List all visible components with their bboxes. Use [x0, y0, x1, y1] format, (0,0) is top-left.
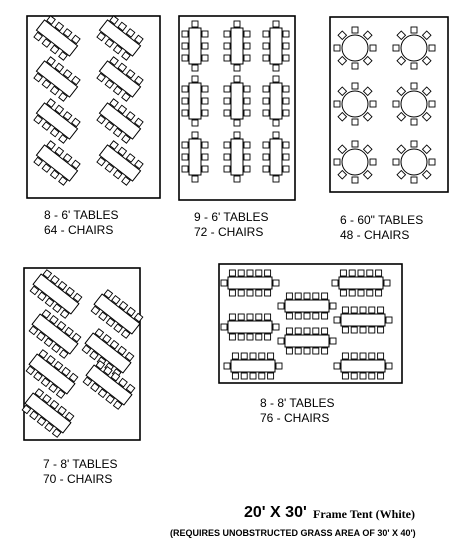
chair [182, 98, 188, 104]
chair [234, 76, 240, 82]
chairs-label: 70 - CHAIRS [43, 472, 113, 486]
chair [192, 132, 198, 138]
chair [265, 314, 271, 320]
chair [202, 31, 208, 37]
chair [268, 353, 274, 359]
chair [358, 270, 364, 276]
chair [244, 110, 250, 116]
chair [340, 270, 346, 276]
chair [263, 166, 269, 172]
chair [238, 270, 244, 276]
chair [322, 293, 328, 299]
chair [244, 166, 250, 172]
chair [182, 154, 188, 160]
chair [263, 110, 269, 116]
chair [342, 307, 348, 313]
chair [352, 119, 358, 125]
chair [295, 348, 301, 354]
chair [286, 293, 292, 299]
chair [378, 307, 384, 313]
chair [263, 98, 269, 104]
chair [202, 43, 208, 49]
chair [224, 154, 230, 160]
chair [202, 154, 208, 160]
chair [263, 154, 269, 160]
chair [273, 76, 279, 82]
tables-label: 6 - 60" TABLES [340, 213, 424, 227]
chair [265, 334, 271, 340]
chair [340, 290, 346, 296]
chair [182, 166, 188, 172]
chair [202, 55, 208, 61]
chair [393, 45, 399, 51]
chair [304, 348, 310, 354]
table [228, 277, 272, 289]
table [231, 28, 243, 64]
round-table-with-chairs [334, 27, 376, 69]
chair [224, 110, 230, 116]
table [285, 300, 329, 312]
chair [360, 307, 366, 313]
chair [283, 142, 289, 148]
chair [221, 324, 227, 330]
chair [429, 159, 435, 165]
table [342, 91, 368, 117]
chair [313, 293, 319, 299]
round-table-with-chairs [393, 141, 435, 183]
chair [351, 353, 357, 359]
chair [358, 290, 364, 296]
chair [278, 338, 284, 344]
chair [238, 314, 244, 320]
chair [202, 142, 208, 148]
chair [322, 313, 328, 319]
chair [378, 373, 384, 379]
tables-label: 8 - 8' TABLES [260, 396, 335, 410]
chair [295, 328, 301, 334]
chair [342, 327, 348, 333]
chair [273, 132, 279, 138]
chair [263, 86, 269, 92]
chair [238, 334, 244, 340]
chair [334, 45, 340, 51]
table-with-chairs [278, 328, 336, 354]
chair [244, 154, 250, 160]
chair [244, 142, 250, 148]
chair [351, 307, 357, 313]
chair [224, 363, 230, 369]
chair [393, 101, 399, 107]
table [189, 139, 201, 175]
chair [221, 280, 227, 286]
chair [332, 280, 338, 286]
chair [263, 31, 269, 37]
chair [247, 334, 253, 340]
chairs-label: 64 - CHAIRS [44, 223, 114, 237]
chair [247, 314, 253, 320]
table-with-chairs [334, 353, 392, 379]
chair [369, 327, 375, 333]
chair [263, 43, 269, 49]
chair [224, 142, 230, 148]
round-table-with-chairs [393, 83, 435, 125]
chair [334, 159, 340, 165]
table-with-chairs [334, 307, 392, 333]
chair [238, 290, 244, 296]
chair [411, 177, 417, 183]
chair [334, 101, 340, 107]
chair [411, 141, 417, 147]
chair [286, 348, 292, 354]
chair [351, 373, 357, 379]
chair [192, 65, 198, 71]
chair [283, 43, 289, 49]
table [342, 149, 368, 175]
caption-layout-2 [194, 210, 269, 240]
table [342, 35, 368, 61]
chair [330, 303, 336, 309]
chair [278, 303, 284, 309]
table [401, 91, 427, 117]
chair [256, 290, 262, 296]
chair [429, 101, 435, 107]
grass-area-note: (REQUIRES UNOBSTRUCTED GRASS AREA OF 30' X 40') [170, 528, 416, 538]
chair [304, 328, 310, 334]
chair [234, 176, 240, 182]
chair [234, 132, 240, 138]
chair [286, 313, 292, 319]
chair [232, 353, 238, 359]
chair [283, 98, 289, 104]
tent-type-title: Frame Tent (White) [313, 507, 415, 521]
chair [192, 120, 198, 126]
chair [360, 327, 366, 333]
chair [360, 353, 366, 359]
table [339, 277, 383, 289]
chair [259, 373, 265, 379]
chair [386, 363, 392, 369]
chair [352, 141, 358, 147]
chair [256, 314, 262, 320]
chair [351, 327, 357, 333]
chair [367, 270, 373, 276]
caption-layout-5 [260, 396, 335, 426]
chair [202, 110, 208, 116]
tent-size-title: 20' X 30' [244, 504, 307, 521]
chair [234, 120, 240, 126]
chair [263, 142, 269, 148]
table-with-chairs [221, 270, 279, 296]
table [401, 35, 427, 61]
chair [273, 120, 279, 126]
chair [342, 373, 348, 379]
chair [369, 353, 375, 359]
chair [322, 328, 328, 334]
chair [411, 83, 417, 89]
chair [369, 373, 375, 379]
chair [370, 101, 376, 107]
chair [182, 31, 188, 37]
chair [265, 270, 271, 276]
chair [386, 317, 392, 323]
chair [259, 353, 265, 359]
chair [313, 328, 319, 334]
chair [273, 176, 279, 182]
chair [234, 65, 240, 71]
chair [268, 373, 274, 379]
chair [256, 334, 262, 340]
table [231, 83, 243, 119]
chair [352, 63, 358, 69]
chair [265, 290, 271, 296]
chair [182, 86, 188, 92]
table-with-chairs [221, 314, 279, 340]
chair [247, 290, 253, 296]
chair [273, 65, 279, 71]
chair [224, 86, 230, 92]
chair [244, 98, 250, 104]
chair [182, 142, 188, 148]
chair [370, 159, 376, 165]
chair [349, 290, 355, 296]
chair [411, 27, 417, 33]
chair [393, 159, 399, 165]
chair [360, 373, 366, 379]
chair [192, 76, 198, 82]
chair [250, 373, 256, 379]
chair [224, 31, 230, 37]
chair [224, 55, 230, 61]
chair [192, 21, 198, 27]
table [189, 83, 201, 119]
chair [378, 353, 384, 359]
chair [244, 86, 250, 92]
chairs-label: 48 - CHAIRS [340, 228, 410, 242]
chair [229, 270, 235, 276]
table [270, 83, 282, 119]
tables-label: 7 - 8' TABLES [43, 457, 118, 471]
chair [334, 317, 340, 323]
chair [429, 45, 435, 51]
chair [376, 270, 382, 276]
chair [247, 270, 253, 276]
chair [295, 313, 301, 319]
chair [224, 98, 230, 104]
chair [241, 373, 247, 379]
chair [224, 166, 230, 172]
chair [283, 86, 289, 92]
chair [304, 313, 310, 319]
chair [367, 290, 373, 296]
table [231, 360, 275, 372]
chair [286, 328, 292, 334]
chair [250, 353, 256, 359]
table-with-chairs [332, 270, 390, 296]
chair [192, 176, 198, 182]
chair [304, 293, 310, 299]
chair [384, 280, 390, 286]
chair [232, 373, 238, 379]
chair [334, 363, 340, 369]
round-table-with-chairs [334, 141, 376, 183]
table-with-chairs [278, 293, 336, 319]
table [270, 139, 282, 175]
table [228, 321, 272, 333]
chair [330, 338, 336, 344]
chair [283, 154, 289, 160]
chair [273, 324, 279, 330]
chair [202, 166, 208, 172]
chair [263, 55, 269, 61]
chair [283, 31, 289, 37]
chair [411, 119, 417, 125]
caption-layout-3 [340, 213, 423, 243]
chair [352, 83, 358, 89]
chair [376, 290, 382, 296]
caption-layout-4 [43, 457, 118, 487]
chair [283, 110, 289, 116]
chair [295, 293, 301, 299]
chair [182, 110, 188, 116]
table [231, 139, 243, 175]
chair [224, 43, 230, 49]
chair [378, 327, 384, 333]
chair [273, 280, 279, 286]
round-table-with-chairs [334, 83, 376, 125]
chair [229, 290, 235, 296]
chair [229, 314, 235, 320]
table [401, 149, 427, 175]
caption-layout-1 [44, 208, 119, 238]
chair [244, 43, 250, 49]
chair [234, 21, 240, 27]
chair [276, 363, 282, 369]
chair [244, 55, 250, 61]
chair [352, 177, 358, 183]
chair [202, 98, 208, 104]
chairs-label: 76 - CHAIRS [260, 411, 330, 425]
chair [313, 348, 319, 354]
chair [411, 63, 417, 69]
chair [349, 270, 355, 276]
table [341, 360, 385, 372]
chair [322, 348, 328, 354]
chair [283, 55, 289, 61]
table-with-chairs [224, 353, 282, 379]
chair [342, 353, 348, 359]
table [285, 335, 329, 347]
chair [273, 21, 279, 27]
table [270, 28, 282, 64]
chair [352, 27, 358, 33]
tables-label: 8 - 6' TABLES [44, 208, 119, 222]
chair [313, 313, 319, 319]
table [341, 314, 385, 326]
chair [241, 353, 247, 359]
chair [244, 31, 250, 37]
chair [229, 334, 235, 340]
chair [283, 166, 289, 172]
chair [256, 270, 262, 276]
chair [202, 86, 208, 92]
chair [369, 307, 375, 313]
chair [182, 55, 188, 61]
chairs-label: 72 - CHAIRS [194, 225, 264, 239]
tables-label: 9 - 6' TABLES [194, 210, 269, 224]
round-table-with-chairs [393, 27, 435, 69]
chair [370, 45, 376, 51]
chair [182, 43, 188, 49]
table [189, 28, 201, 64]
